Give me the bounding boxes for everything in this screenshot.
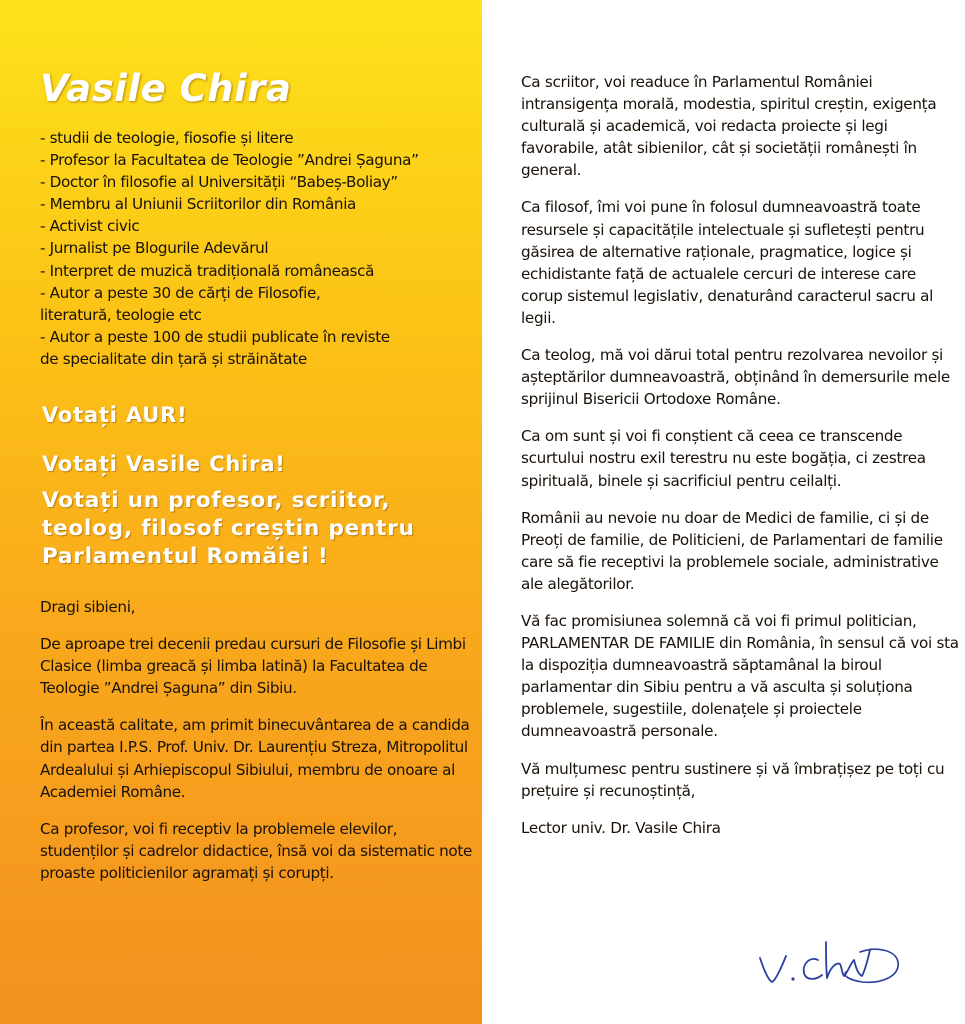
bio-list bbox=[40, 127, 475, 370]
bio-item: - Doctor în filosofie al Universității “Babeș-Boliay” bbox=[40, 173, 398, 192]
bio-item: - Interpret de muzică tradițională românească bbox=[40, 261, 375, 280]
letter-paragraph: Ca teolog, mă voi dărui total pentru rezolvarea nevoilor și așteptărilor dumneavoastră, obținând în demersurile mele sprijinul Bisericii Ortodoxe Române. bbox=[521, 346, 950, 409]
white-panel bbox=[482, 0, 965, 1024]
candidate-name: Vasile Chira bbox=[40, 67, 292, 110]
bio-item: - Autor a peste 100 de studii publicate în reviste bbox=[40, 327, 390, 346]
bio-item: - Autor a peste 30 de cărți de Filosofie, bbox=[40, 283, 321, 302]
bio-item: de specialitate din țară și străinătate bbox=[40, 349, 307, 368]
bio-item: - studii de teologie, fiosofie și litere bbox=[40, 129, 294, 147]
bio-item: - Activist civic bbox=[40, 217, 140, 236]
yellow-panel bbox=[0, 0, 482, 1024]
handwritten-signature-icon bbox=[754, 932, 904, 992]
letter-paragraph: Ca profesor, voi fi receptiv la problemele elevilor, studenților și cadrelor didactice, însă voi da sistematic note proaste politicienilor agramați și corupți. bbox=[40, 819, 472, 882]
letter-paragraph: De aproape trei decenii predau cursuri de Filosofie și Limbi Clasice (limba greacă și limba latină) la Facultatea de Teologie ”Andrei Șaguna” din Sibiu. bbox=[40, 635, 466, 698]
letter-paragraph: Ca scriitor, voi readuce în Parlamentul României intransigența morală, modestia, spiritul creștin, exigența culturală și academică, voi redacta proiecte și legi favorabile, atât sibienilor, cât și societății românești în general. bbox=[521, 73, 937, 180]
letter-paragraph: Ca filosof, îmi voi pune în folosul dumneavoastră toate resursele și capacitățile intelectuale și sufletești pentru găsirea de alternative raționale, pragmatice, logice și echidistante față de actualele cercuri de interese care corup sistemul legislativ, denaturând caracterul sacru al legii. bbox=[521, 198, 934, 327]
letter-left-column bbox=[40, 596, 475, 899]
letter-signatory: Lector univ. Dr. Vasile Chira bbox=[521, 818, 721, 837]
letter-greeting: Dragi sibieni, bbox=[40, 598, 136, 616]
bio-item: literatură, teologie etc bbox=[40, 305, 202, 324]
slogan-vote-profile: Votați un profesor, scriitor, teolog, filosof creștin pentru Parlamentul Romăiei ! bbox=[42, 488, 415, 569]
letter-paragraph: Românii au nevoie nu doar de Medici de familie, ci și de Preoți de familie, de Politicieni, de Parlamentari de familie care să fie receptivi la problemele sociale, administrative ale alegătorilor. bbox=[521, 508, 943, 593]
letter-closing: Vă mulțumesc pentru sustinere și vă îmbrațișez pe toți cu prețuire și recunoștință, bbox=[521, 759, 945, 800]
letter-paragraph: Ca om sunt și voi fi conștient că ceea ce transcende scurtului nostru exil terestru nu este bogăția, ci zestrea spirituală, binele și sacrificiul pentru ceilalți. bbox=[521, 427, 926, 490]
letter-right-column bbox=[521, 71, 961, 854]
slogan-vote-aur: Votați AUR! bbox=[42, 403, 188, 427]
bio-item: - Membru al Uniunii Scriitorilor din România bbox=[40, 195, 357, 214]
bio-item: - Jurnalist pe Blogurile Adevărul bbox=[40, 239, 269, 258]
letter-paragraph: Vă fac promisiunea solemnă că voi fi primul politician, PARLAMENTAR DE FAMILIE din România, în sensul că voi sta la dispoziția dumneavoastră săptamânal la biroul parlamentar din Sibiu pentru a vă asculta și soluționa problemele, sugestiile, dolenațele și proiectele dumneavoastră personale. bbox=[521, 611, 959, 741]
bio-item: - Profesor la Facultatea de Teologie ”Andrei Șaguna” bbox=[40, 151, 419, 170]
letter-paragraph: În această calitate, am primit binecuvântarea de a candida din partea I.P.S. Prof. Univ. Dr. Laurențiu Streza, Mitropolitul Ardealului și Arhiepiscopul Sibiului, membru de onoare al Academiei Române. bbox=[40, 716, 470, 801]
slogan-vote-candidate: Votați Vasile Chira! bbox=[42, 452, 286, 476]
